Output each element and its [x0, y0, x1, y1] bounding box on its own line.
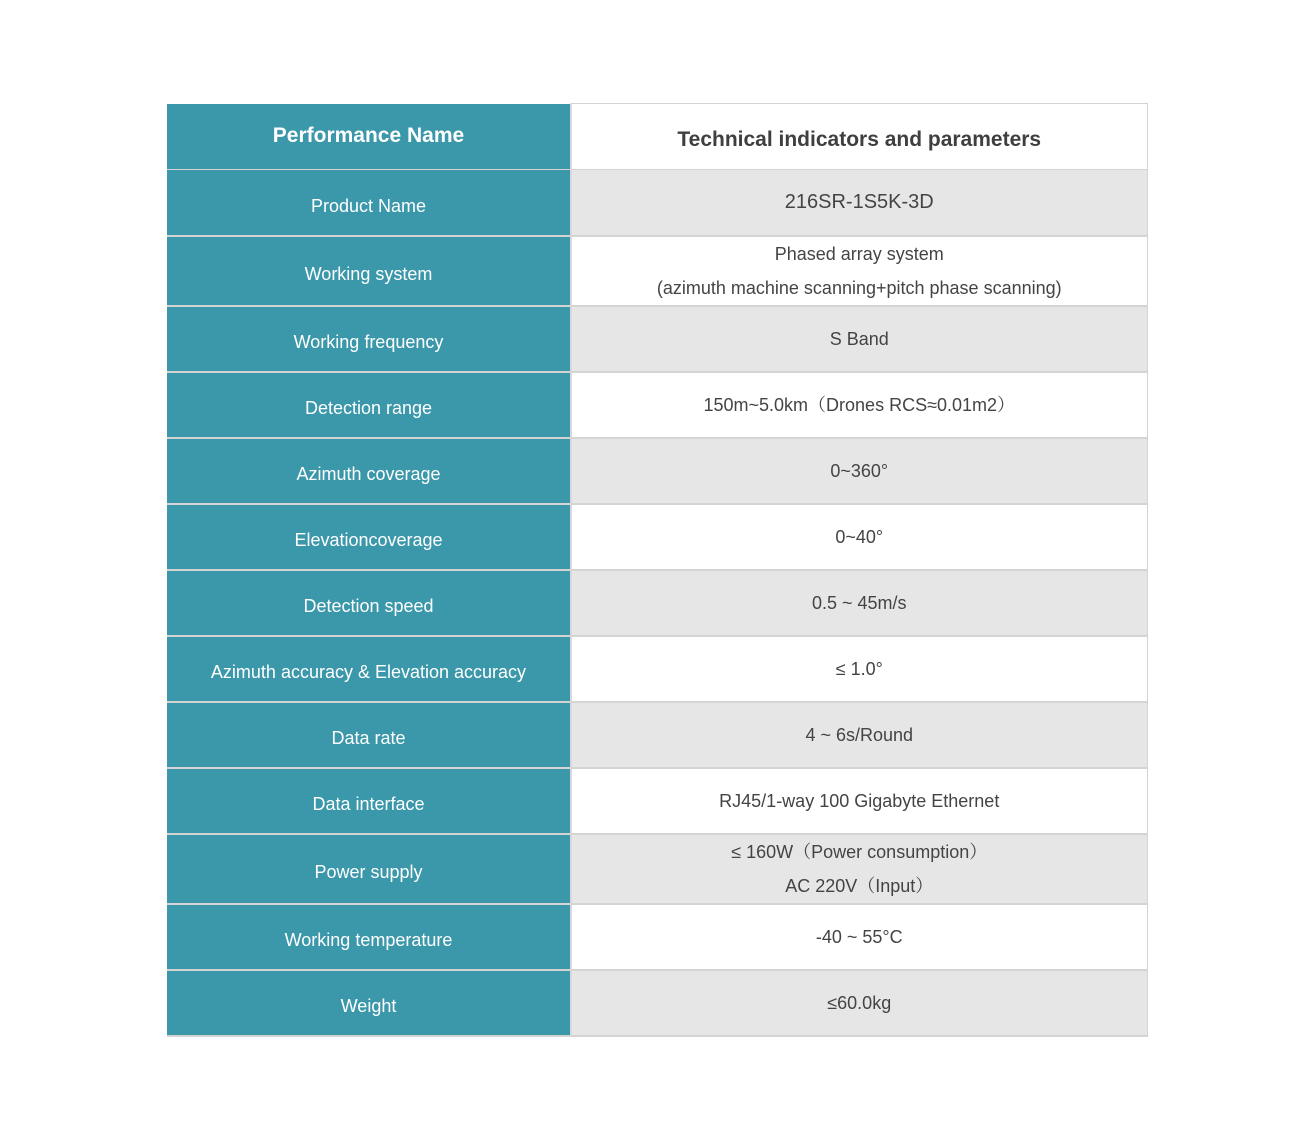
table-row [167, 904, 1147, 970]
table-row [167, 372, 1147, 438]
row-value-line: S Band [829, 328, 889, 349]
row-value-line: RJ45/1-way 100 Gigabyte Ethernet [719, 790, 1000, 811]
row-value-line: 0.5 ~ 45m/s [811, 592, 907, 613]
table-row [167, 438, 1147, 504]
row-value-line: 4 ~ 6s/Round [805, 724, 914, 745]
row-value [571, 768, 1147, 834]
row-value [571, 372, 1147, 438]
row-value-line: 0~360° [830, 460, 889, 481]
row-value [571, 438, 1147, 504]
table-row [167, 236, 1147, 306]
table-header-row [167, 104, 1147, 170]
row-value [571, 904, 1147, 970]
row-value [571, 306, 1147, 372]
row-name: Elevationcoverage [167, 504, 571, 570]
row-name: Working frequency [167, 306, 571, 372]
row-name: Data interface [167, 768, 571, 834]
row-value-line: -40 ~ 55°C [815, 926, 903, 947]
row-value [571, 702, 1147, 768]
header-performance-name: Performance Name [167, 104, 571, 170]
table-row [167, 306, 1147, 372]
row-name: Azimuth coverage [167, 438, 571, 504]
row-name: Working system [167, 236, 571, 306]
row-value-line: 150m~5.0km（Drones RCS≈0.01m2） [703, 394, 1015, 415]
row-name: Data rate [167, 702, 571, 768]
table-row [167, 504, 1147, 570]
row-name: Weight [167, 970, 571, 1036]
table-row [167, 970, 1147, 1036]
row-name: Azimuth accuracy & Elevation accuracy [167, 636, 571, 702]
row-value-line: ≤60.0kg [827, 992, 892, 1013]
row-value-line: AC 220V（Input） [785, 875, 934, 896]
row-value-line: 0~40° [835, 526, 884, 547]
table-row [167, 834, 1147, 904]
row-name: Power supply [167, 834, 571, 904]
row-value [571, 504, 1147, 570]
spec-table [167, 103, 1148, 1037]
table-row [167, 768, 1147, 834]
row-value [571, 236, 1147, 306]
table-row [167, 702, 1147, 768]
row-value [571, 170, 1147, 236]
row-value-line: ≤ 160W（Power consumption） [731, 841, 988, 862]
row-name: Detection speed [167, 570, 571, 636]
row-value [571, 636, 1147, 702]
row-value-line: (azimuth machine scanning+pitch phase scanning) [656, 277, 1062, 298]
table-row [167, 570, 1147, 636]
row-value [571, 834, 1147, 904]
row-value [571, 570, 1147, 636]
row-name: Working temperature [167, 904, 571, 970]
row-value-line: ≤ 1.0° [835, 658, 883, 679]
header-technical-indicators: Technical indicators and parameters [571, 104, 1147, 170]
table-row [167, 636, 1147, 702]
row-value [571, 970, 1147, 1036]
row-value-line: 216SR-1S5K-3D [784, 191, 934, 214]
row-name: Detection range [167, 372, 571, 438]
row-name: Product Name [167, 170, 571, 236]
table-row [167, 170, 1147, 236]
row-value-line: Phased array system [774, 243, 944, 264]
